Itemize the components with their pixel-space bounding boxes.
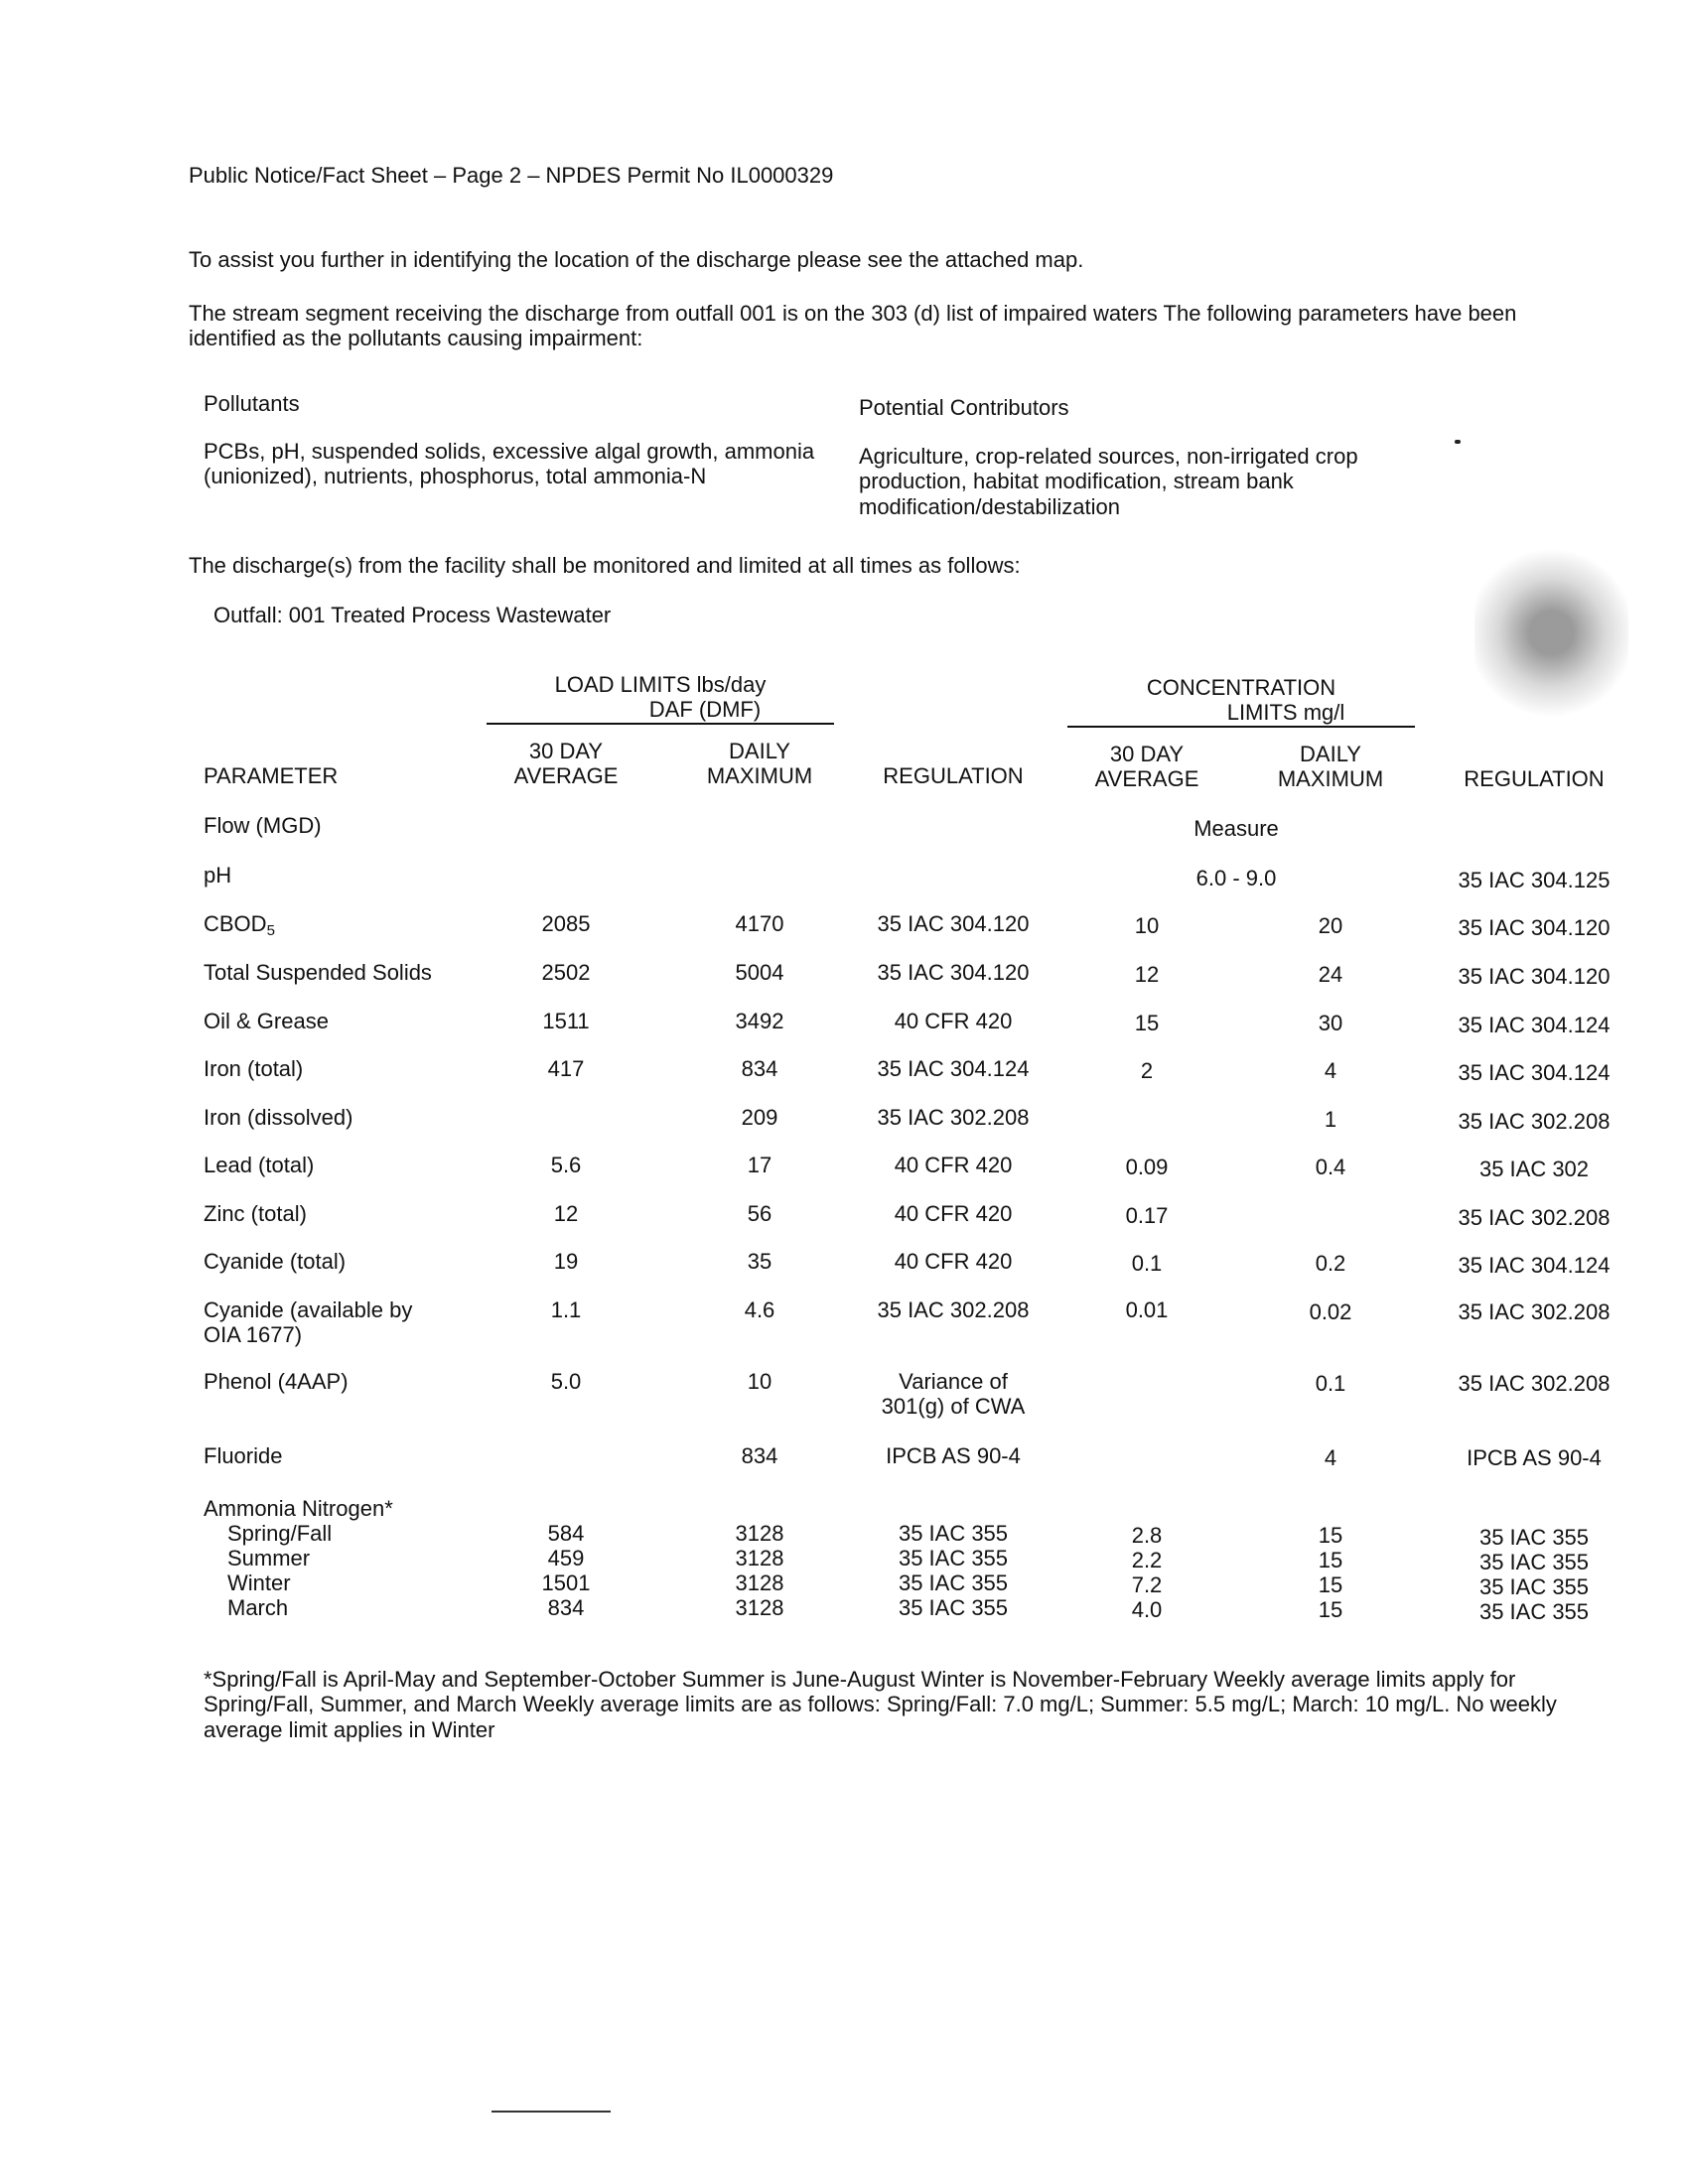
ammonia-1-conc-30day: 2.2 <box>1131 1548 1163 1572</box>
row-2-load-daily: 834 <box>741 1056 778 1081</box>
concentration-limits-group-header <box>1067 675 1415 728</box>
row-6-load-daily: 35 <box>747 1249 772 1274</box>
monitoring-statement: The discharge(s) from the facility shall be monitored and limited at all times as follows: <box>189 553 1021 578</box>
row-2-conc-daily: 4 <box>1324 1058 1337 1083</box>
row-cbod-load-regulation: 35 IAC 304.120 <box>877 911 1030 936</box>
row-3-load-daily: 209 <box>741 1105 778 1130</box>
conc-limits-title: CONCENTRATION <box>1146 675 1336 700</box>
ammonia-0-load-30day: 584 <box>547 1521 585 1546</box>
row-6-load-30day: 19 <box>553 1249 579 1274</box>
row-cyanide-available-label: Cyanide (available by OIA 1677) <box>204 1297 413 1348</box>
contributors-heading: Potential Contributors <box>859 395 1069 420</box>
pollutants-heading: Pollutants <box>204 391 300 416</box>
ammonia-3-conc-daily: 15 <box>1318 1597 1343 1622</box>
row-ammonia-heading: Ammonia Nitrogen* <box>204 1496 393 1521</box>
ammonia-1-conc-daily: 15 <box>1318 1548 1343 1572</box>
row-0-conc-30day: 12 <box>1134 962 1160 987</box>
footnote: *Spring/Fall is April-May and September-October Summer is June-August Winter is November-February Weekly average limits apply for Spring/Fall, Summer, and March Weekly average limits are as follows: Spring/Fall: 7.0 mg/L; Summer: 5.5 mg/L; March: 10 mg/L. No weekly average limit applies in Winter <box>204 1667 1557 1742</box>
outfall-label: Outfall: 001 Treated Process Wastewater <box>213 603 612 627</box>
row-3-conc-daily: 1 <box>1324 1107 1337 1132</box>
row-3-conc-regulation: 35 IAC 302.208 <box>1458 1109 1611 1134</box>
row-phenol-load-regulation: Variance of 301(g) of CWA <box>881 1369 1026 1420</box>
row-0-conc-daily: 24 <box>1318 962 1343 987</box>
col-header-load-daily: DAILY MAXIMUM <box>706 739 813 789</box>
ammonia-0-season-label: Spring/Fall <box>227 1521 333 1546</box>
row-4-load-30day: 5.6 <box>550 1153 582 1177</box>
row-cbod-conc-30day: 10 <box>1134 913 1160 938</box>
row-phenol-label: Phenol (4AAP) <box>204 1369 349 1394</box>
row-1-load-regulation: 40 CFR 420 <box>894 1009 1013 1033</box>
row-0-load-regulation: 35 IAC 304.120 <box>877 960 1030 985</box>
row-phenol-load-30day: 5.0 <box>550 1369 582 1394</box>
col-header-conc-daily: DAILY MAXIMUM <box>1277 742 1384 792</box>
ammonia-2-load-regulation: 35 IAC 355 <box>898 1570 1009 1595</box>
scan-dash <box>491 2111 611 2113</box>
row-ph-regulation: 35 IAC 304.125 <box>1458 868 1611 892</box>
row-6-load-regulation: 40 CFR 420 <box>894 1249 1013 1274</box>
row-ph-range: 6.0 - 9.0 <box>1195 866 1277 890</box>
row-cyanide-available-load-daily: 4.6 <box>744 1297 775 1322</box>
col-header-load-30day: 30 DAY AVERAGE <box>513 739 619 789</box>
row-0-label: Total Suspended Solids <box>204 960 432 985</box>
row-flow-label: Flow (MGD) <box>204 813 322 838</box>
row-5-load-30day: 12 <box>553 1201 579 1226</box>
ammonia-2-conc-regulation: 35 IAC 355 <box>1478 1574 1590 1599</box>
load-limits-group-header <box>487 672 834 725</box>
ammonia-1-season-label: Summer <box>227 1546 311 1570</box>
ammonia-3-load-30day: 834 <box>547 1595 585 1620</box>
row-fluoride-load-regulation: IPCB AS 90-4 <box>886 1443 1021 1468</box>
ammonia-3-load-daily: 3128 <box>735 1595 784 1620</box>
ammonia-2-conc-30day: 7.2 <box>1131 1572 1163 1597</box>
intro-paragraph-map: To assist you further in identifying the location of the discharge please see the attached map. <box>189 247 1084 272</box>
row-5-conc-30day: 0.17 <box>1125 1203 1169 1228</box>
ammonia-0-load-daily: 3128 <box>735 1521 784 1546</box>
row-fluoride-conc-regulation: IPCB AS 90-4 <box>1467 1445 1602 1470</box>
ammonia-2-conc-daily: 15 <box>1318 1572 1343 1597</box>
row-fluoride-label: Fluoride <box>204 1443 283 1468</box>
row-4-load-daily: 17 <box>747 1153 772 1177</box>
ammonia-3-conc-regulation: 35 IAC 355 <box>1478 1599 1590 1624</box>
row-2-conc-30day: 2 <box>1140 1058 1154 1083</box>
row-3-load-regulation: 35 IAC 302.208 <box>877 1105 1030 1130</box>
row-cyanide-available-conc-daily: 0.02 <box>1309 1299 1352 1324</box>
row-ph-label: pH <box>204 863 232 887</box>
row-1-conc-regulation: 35 IAC 304.124 <box>1458 1013 1611 1037</box>
row-6-label: Cyanide (total) <box>204 1249 347 1274</box>
row-cyanide-available-load-regulation: 35 IAC 302.208 <box>877 1297 1030 1322</box>
row-1-load-30day: 1511 <box>542 1009 590 1033</box>
row-cbod-conc-regulation: 35 IAC 304.120 <box>1458 915 1611 940</box>
ammonia-0-conc-regulation: 35 IAC 355 <box>1478 1525 1590 1550</box>
row-6-conc-regulation: 35 IAC 304.124 <box>1458 1253 1611 1278</box>
row-2-load-30day: 417 <box>547 1056 585 1081</box>
load-limits-title: LOAD LIMITS lbs/day <box>554 672 767 697</box>
row-cbod-load-30day: 2085 <box>541 911 591 936</box>
ammonia-1-load-daily: 3128 <box>735 1546 784 1570</box>
row-cbod-load-daily: 4170 <box>735 911 784 936</box>
conc-limits-subtitle: LIMITS mg/l <box>1226 700 1345 726</box>
col-header-conc-regulation: REGULATION <box>1464 766 1605 791</box>
row-4-load-regulation: 40 CFR 420 <box>894 1153 1013 1177</box>
load-limits-subtitle: DAF (DMF) <box>648 697 762 723</box>
scan-speck <box>1455 440 1461 444</box>
ammonia-0-load-regulation: 35 IAC 355 <box>898 1521 1009 1546</box>
ammonia-1-load-regulation: 35 IAC 355 <box>898 1546 1009 1570</box>
row-5-load-daily: 56 <box>747 1201 772 1226</box>
row-0-conc-regulation: 35 IAC 304.120 <box>1458 964 1611 989</box>
row-cyanide-available-conc-30day: 0.01 <box>1125 1297 1169 1322</box>
row-6-conc-30day: 0.1 <box>1131 1251 1163 1276</box>
page-header: Public Notice/Fact Sheet – Page 2 – NPDES Permit No IL0000329 <box>189 163 834 188</box>
contributors-text: Agriculture, crop-related sources, non-irrigated crop production, habitat modification, stream bank modification/destabilization <box>859 444 1358 519</box>
col-header-load-regulation: REGULATION <box>883 763 1024 788</box>
row-4-conc-regulation: 35 IAC 302 <box>1478 1157 1590 1181</box>
row-4-label: Lead (total) <box>204 1153 315 1177</box>
row-phenol-conc-daily: 0.1 <box>1315 1371 1346 1396</box>
row-cbod-label: CBOD5 <box>204 911 275 939</box>
col-header-conc-30day: 30 DAY AVERAGE <box>1094 742 1199 792</box>
ammonia-3-load-regulation: 35 IAC 355 <box>898 1595 1009 1620</box>
intro-paragraph-impaired: The stream segment receiving the discharge from outfall 001 is on the 303 (d) list of impaired waters The following parameters have been identified as the pollutants causing impairment: <box>189 301 1517 351</box>
row-fluoride-load-daily: 834 <box>741 1443 778 1468</box>
ammonia-3-conc-30day: 4.0 <box>1131 1597 1163 1622</box>
ammonia-1-conc-regulation: 35 IAC 355 <box>1478 1550 1590 1574</box>
col-header-parameter: PARAMETER <box>204 763 339 788</box>
row-3-label: Iron (dissolved) <box>204 1105 353 1130</box>
ammonia-2-load-daily: 3128 <box>735 1570 784 1595</box>
row-phenol-load-daily: 10 <box>747 1369 772 1394</box>
row-5-conc-regulation: 35 IAC 302.208 <box>1458 1205 1611 1230</box>
row-5-load-regulation: 40 CFR 420 <box>894 1201 1013 1226</box>
row-1-label: Oil & Grease <box>204 1009 329 1033</box>
ammonia-1-load-30day: 459 <box>547 1546 585 1570</box>
row-1-conc-30day: 15 <box>1134 1011 1160 1035</box>
row-2-label: Iron (total) <box>204 1056 304 1081</box>
row-0-load-30day: 2502 <box>541 960 591 985</box>
row-fluoride-conc-daily: 4 <box>1324 1445 1337 1470</box>
row-cbod-conc-daily: 20 <box>1318 913 1343 938</box>
ammonia-0-conc-30day: 2.8 <box>1131 1523 1163 1548</box>
row-4-conc-30day: 0.09 <box>1125 1155 1169 1179</box>
row-1-conc-daily: 30 <box>1318 1011 1343 1035</box>
row-5-label: Zinc (total) <box>204 1201 307 1226</box>
row-phenol-conc-regulation: 35 IAC 302.208 <box>1458 1371 1611 1396</box>
row-2-conc-regulation: 35 IAC 304.124 <box>1458 1060 1611 1085</box>
ammonia-3-season-label: March <box>227 1595 289 1620</box>
pollutants-text: PCBs, pH, suspended solids, excessive algal growth, ammonia (unionized), nutrients, phosphorus, total ammonia-N <box>204 439 815 489</box>
row-1-load-daily: 3492 <box>735 1009 784 1033</box>
row-4-conc-daily: 0.4 <box>1315 1155 1346 1179</box>
ammonia-2-season-label: Winter <box>227 1570 291 1595</box>
ammonia-0-conc-daily: 15 <box>1318 1523 1343 1548</box>
row-cyanide-available-load-30day: 1.1 <box>550 1297 582 1322</box>
row-cyanide-available-conc-regulation: 35 IAC 302.208 <box>1458 1299 1611 1324</box>
row-0-load-daily: 5004 <box>735 960 784 985</box>
row-2-load-regulation: 35 IAC 304.124 <box>877 1056 1030 1081</box>
row-6-conc-daily: 0.2 <box>1315 1251 1346 1276</box>
scan-smudge <box>1474 541 1628 725</box>
ammonia-2-load-30day: 1501 <box>541 1570 591 1595</box>
row-flow-measure: Measure <box>1193 816 1279 841</box>
